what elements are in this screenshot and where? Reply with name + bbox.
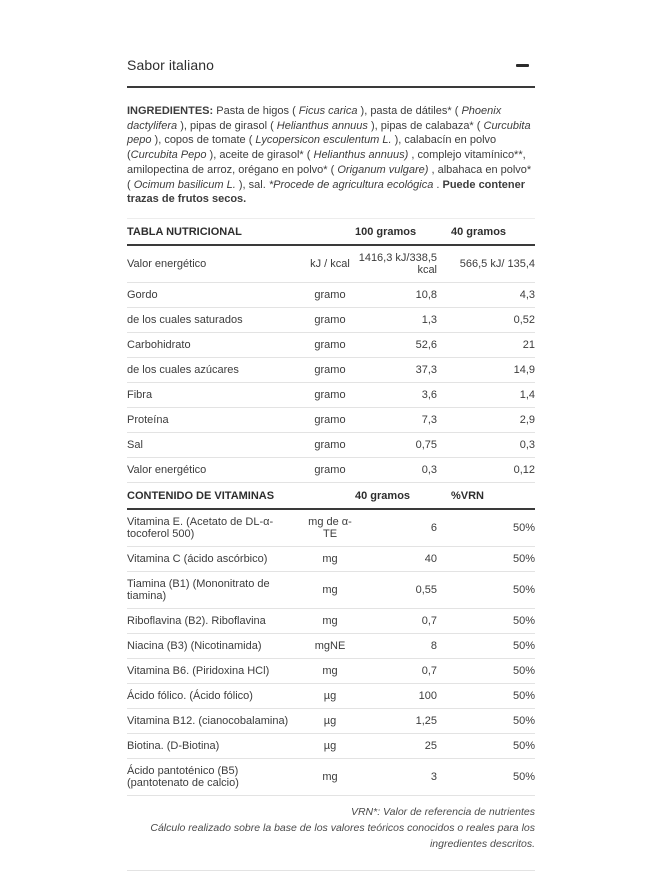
nutrient-value: 50% bbox=[451, 634, 535, 659]
ingredient-text-segment: ), aceite de girasol* ( bbox=[206, 149, 314, 162]
ingredient-text-segment: ), pipas de calabaza* ( bbox=[367, 119, 484, 132]
nutrient-value: 0,3 bbox=[355, 458, 451, 483]
column-header-40g: 40 gramos bbox=[451, 219, 535, 246]
vitamin-row bbox=[127, 734, 535, 759]
nutrition-row bbox=[127, 383, 535, 408]
nutrient-value: 50% bbox=[451, 572, 535, 609]
ingredient-text-segment: Helianthus annuus) bbox=[313, 149, 409, 162]
ingredient-text-segment: ), copos de tomate ( bbox=[151, 134, 256, 147]
nutrient-value: 10,8 bbox=[355, 283, 451, 308]
nutrient-name: Valor energético bbox=[127, 458, 305, 483]
nutrient-name: de los cuales saturados bbox=[127, 308, 305, 333]
nutrient-value: 0,7 bbox=[355, 659, 451, 684]
nutrient-name: Ácido fólico. (Ácido fólico) bbox=[127, 684, 305, 709]
nutrient-name: Fibra bbox=[127, 383, 305, 408]
nutrient-value: 40 bbox=[355, 547, 451, 572]
nutrient-value: 2,9 bbox=[451, 408, 535, 433]
nutrition-table-header bbox=[127, 219, 535, 246]
nutrient-unit: mg bbox=[305, 659, 355, 684]
vitamin-row bbox=[127, 759, 535, 796]
nutrition-row bbox=[127, 458, 535, 483]
vitamin-row bbox=[127, 709, 535, 734]
nutrient-value: 1,25 bbox=[355, 709, 451, 734]
nutrient-value: 50% bbox=[451, 609, 535, 634]
nutrient-value: 0,52 bbox=[451, 308, 535, 333]
ingredient-text-segment: Pasta de higos ( bbox=[216, 105, 299, 117]
nutrient-name: Vitamina E. (Acetato de DL-α-tocoferol 500) bbox=[127, 509, 305, 547]
nutrient-name: Ácido pantoténico (B5) (pantotenato de calcio) bbox=[127, 759, 305, 796]
vitamins-table-header bbox=[127, 483, 535, 510]
nutrient-name: Gordo bbox=[127, 283, 305, 308]
nutrient-unit: mg bbox=[305, 759, 355, 796]
ingredient-text-segment: Helianthus annuus bbox=[276, 119, 368, 132]
nutrient-name: Vitamina B12. (cianocobalamina) bbox=[127, 709, 305, 734]
nutrient-unit: gramo bbox=[305, 383, 355, 408]
nutrient-value: 50% bbox=[451, 547, 535, 572]
ingredient-text-segment: , complejo vitamínico**, amilopectina de arroz, orégano en polvo* ( bbox=[127, 149, 526, 176]
nutrient-value: 7,3 bbox=[355, 408, 451, 433]
nutrient-value: 52,6 bbox=[355, 333, 451, 358]
vitamin-row bbox=[127, 609, 535, 634]
nutrient-name: Riboflavina (B2). Riboflavina bbox=[127, 609, 305, 634]
unit-column-header bbox=[305, 219, 355, 246]
nutrient-value: 0,3 bbox=[451, 433, 535, 458]
nutrient-unit: gramo bbox=[305, 333, 355, 358]
nutrient-unit: mgNE bbox=[305, 634, 355, 659]
nutrient-unit: gramo bbox=[305, 458, 355, 483]
column-header-100g: 100 gramos bbox=[355, 219, 451, 246]
ingredient-text-segment: Lycopersicon esculentum L. bbox=[255, 134, 392, 147]
accordion-header-sabor-italiano[interactable] bbox=[127, 57, 535, 88]
nutrient-value: 4,3 bbox=[451, 283, 535, 308]
nutrient-value: 25 bbox=[355, 734, 451, 759]
nutrient-value: 50% bbox=[451, 759, 535, 796]
nutrient-value: 50% bbox=[451, 709, 535, 734]
nutrient-value: 566,5 kJ/ 135,4 bbox=[451, 245, 535, 283]
nutrient-value: 37,3 bbox=[355, 358, 451, 383]
unit-column-header bbox=[305, 483, 355, 510]
ingredient-text-segment: Ocimum basilicum L. bbox=[133, 178, 236, 191]
nutrient-unit: µg bbox=[305, 734, 355, 759]
nutrition-row bbox=[127, 433, 535, 458]
nutrition-panel bbox=[127, 0, 535, 871]
footnote-line: Cálculo realizado sobre la base de los valores teóricos conocidos o reales para los ingredientes descritos. bbox=[150, 821, 535, 850]
ingredient-text-segment: ), pipas de girasol ( bbox=[177, 119, 277, 132]
ingredients-paragraph bbox=[127, 104, 535, 207]
nutrient-value: 0,75 bbox=[355, 433, 451, 458]
nutrient-unit: mg bbox=[305, 547, 355, 572]
vitamin-row bbox=[127, 547, 535, 572]
nutrient-unit: gramo bbox=[305, 283, 355, 308]
nutrient-value: 1,3 bbox=[355, 308, 451, 333]
nutrient-unit: gramo bbox=[305, 408, 355, 433]
ingredient-text-segment: Curcubita pepo bbox=[127, 119, 531, 147]
nutrient-value: 50% bbox=[451, 509, 535, 547]
nutrient-value: 3,6 bbox=[355, 383, 451, 408]
nutrition-row bbox=[127, 408, 535, 433]
nutrient-name: Valor energético bbox=[127, 245, 305, 283]
ingredient-text-segment: Curcubita Pepo bbox=[130, 149, 207, 162]
ingredient-text-segment: Puede contener trazas de frutos secos. bbox=[127, 178, 526, 206]
nutrient-name: Carbohidrato bbox=[127, 333, 305, 358]
minus-icon[interactable] bbox=[516, 64, 529, 67]
nutrient-value: 8 bbox=[355, 634, 451, 659]
nutrition-table bbox=[127, 218, 535, 796]
footnote-line: VRN*: Valor de referencia de nutrientes bbox=[350, 806, 535, 819]
ingredient-text-segment: INGREDIENTES: bbox=[127, 105, 217, 117]
ingredient-text-segment: ), pasta de dátiles* ( bbox=[357, 105, 462, 117]
nutrient-name: Niacina (B3) (Nicotinamida) bbox=[127, 634, 305, 659]
nutrient-value: 0,7 bbox=[355, 609, 451, 634]
nutrient-value: 50% bbox=[451, 659, 535, 684]
ingredient-text-segment: . bbox=[433, 178, 443, 191]
nutrient-unit: µg bbox=[305, 709, 355, 734]
nutrient-unit: mg bbox=[305, 609, 355, 634]
nutrient-unit: gramo bbox=[305, 433, 355, 458]
ingredient-text-segment: Origanum vulgare) bbox=[337, 163, 429, 176]
nutrient-unit: gramo bbox=[305, 358, 355, 383]
nutrition-row bbox=[127, 308, 535, 333]
footnotes bbox=[127, 805, 535, 852]
nutrient-value: 0,12 bbox=[451, 458, 535, 483]
nutrient-value: 1,4 bbox=[451, 383, 535, 408]
vitamin-row bbox=[127, 572, 535, 609]
nutrition-row bbox=[127, 358, 535, 383]
nutrient-value: 100 bbox=[355, 684, 451, 709]
vitamin-row bbox=[127, 684, 535, 709]
nutrient-name: Tiamina (B1) (Mononitrato de tiamina) bbox=[127, 572, 305, 609]
nutrient-value: 0,55 bbox=[355, 572, 451, 609]
nutrient-name: de los cuales azúcares bbox=[127, 358, 305, 383]
nutrient-name: Biotina. (D-Biotina) bbox=[127, 734, 305, 759]
nutrient-name: Vitamina B6. (Piridoxina HCl) bbox=[127, 659, 305, 684]
ingredient-text-segment: Ficus carica bbox=[298, 105, 358, 117]
ingredient-text-segment: Phoenix dactylifera bbox=[127, 105, 502, 132]
nutrition-table-title: TABLA NUTRICIONAL bbox=[127, 219, 305, 246]
nutrient-value: 6 bbox=[355, 509, 451, 547]
nutrient-unit: gramo bbox=[305, 308, 355, 333]
nutrient-value: 50% bbox=[451, 734, 535, 759]
vitamin-row bbox=[127, 509, 535, 547]
nutrient-value: 50% bbox=[451, 684, 535, 709]
vitamins-table-title: CONTENIDO DE VITAMINAS bbox=[127, 483, 305, 510]
ingredient-text-segment: ), calabacín en polvo ( bbox=[127, 134, 497, 162]
nutrient-name: Proteína bbox=[127, 408, 305, 433]
nutrient-unit: mg bbox=[305, 572, 355, 609]
nutrient-value: 14,9 bbox=[451, 358, 535, 383]
nutrition-row bbox=[127, 245, 535, 283]
nutrient-name: Sal bbox=[127, 433, 305, 458]
nutrition-row bbox=[127, 333, 535, 358]
column-header-40g: 40 gramos bbox=[355, 483, 451, 510]
nutrition-row bbox=[127, 283, 535, 308]
nutrient-value: 1416,3 kJ/338,5 kcal bbox=[355, 245, 451, 283]
nutrient-name: Vitamina C (ácido ascórbico) bbox=[127, 547, 305, 572]
ingredient-text-segment: *Procede de agricultura ecológica bbox=[268, 178, 434, 191]
nutrient-unit: µg bbox=[305, 684, 355, 709]
ingredient-text-segment: ), sal. bbox=[235, 178, 269, 191]
nutrient-unit: kJ / kcal bbox=[305, 245, 355, 283]
vitamin-row bbox=[127, 634, 535, 659]
nutrient-value: 21 bbox=[451, 333, 535, 358]
column-header-vrn: %VRN bbox=[451, 483, 535, 510]
vitamin-row bbox=[127, 659, 535, 684]
ingredient-text-segment: , albahaca en polvo* ( bbox=[127, 163, 532, 191]
accordion-title: Sabor italiano bbox=[127, 57, 215, 73]
nutrient-value: 3 bbox=[355, 759, 451, 796]
nutrient-unit: mg de α-TE bbox=[305, 509, 355, 547]
